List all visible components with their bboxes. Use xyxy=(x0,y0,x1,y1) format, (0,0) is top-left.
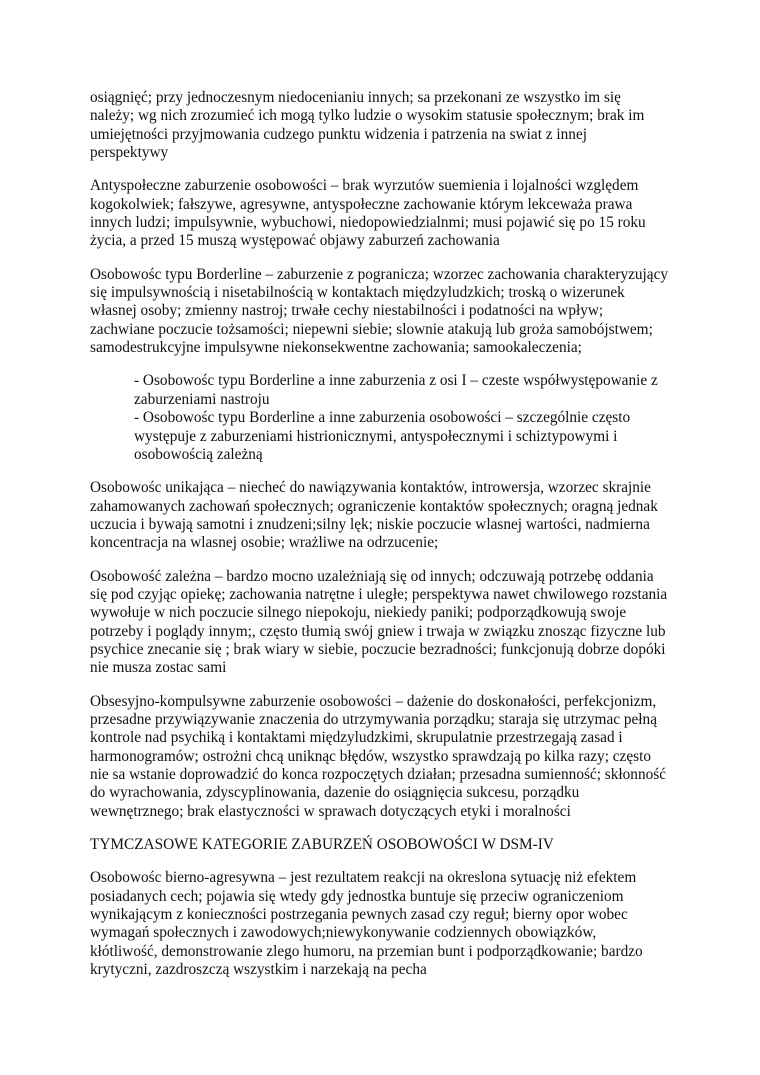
text-line: zaburzeniami nastroju xyxy=(134,390,270,408)
text-line: - Osobowośc typu Borderline a inne zaburzenia osobowości – szczególnie często xyxy=(134,409,631,427)
text-line: do wyrachowania, zdyscyplinowania, dazenie do osiągnięcia sukcesu, porządku xyxy=(90,784,580,802)
section-heading: TYMCZASOWE KATEGORIE ZABURZEŃ OSOBOWOŚCI W DSM-IV xyxy=(90,836,554,854)
text-line: kogokolwiek; fałszywe, agresywne, antyspołeczne zachowanie którym lekceważa prawa xyxy=(90,195,633,213)
paragraph-antisocial-personality xyxy=(90,177,760,250)
list-item xyxy=(134,372,760,409)
text-line: wywołuje w nich poczucie silnego niepokoju, niekiedy paniki; podporządkowują swoje xyxy=(90,604,627,622)
text-line: uczucia i bywają samotni i znudzeni;silny lęk; niskie poczucie wlasnej wartości, nadmierna xyxy=(90,515,650,533)
borderline-comorbidity-list xyxy=(134,372,760,464)
text-line: się pod czyjąc opiekę; zachowania natrętne i uległe; perspektywa nawet chwilowego rozstania xyxy=(90,585,668,603)
text-line: harmonogramów; ostrożni chcą uniknąc błędów, wszystko sprawdzają po kilka razy; często xyxy=(90,747,651,765)
text-line: wymagań społecznych i zawodowych;niewykonywanie codziennych obowiązków, xyxy=(90,924,597,942)
text-line: krytyczni, zazdroszczą wszystkim i narzekają na pecha xyxy=(90,961,427,979)
text-line: zahamowanych zachowań społecznych; ograniczenie kontaktów społecznych; oragną jednak xyxy=(90,497,658,515)
text-line: kontrole nad psychiką i kontaktami międzyludzkimi, skrupulatnie przestrzegają zasad i xyxy=(90,729,623,747)
text-line: Antyspołeczne zaburzenie osobowości – brak wyrzutów suemienia i lojalności względem xyxy=(90,177,639,195)
list-item xyxy=(134,409,760,464)
text-line: zachwiane poczucie tożsamości; niepewni siebie; slownie atakują lub groża samobójstwem; xyxy=(90,320,653,338)
text-line: samodestrukcyjne impulsywne niekonsekwentne zachowania; samookaleczenia; xyxy=(90,339,582,357)
text-line: Obsesyjno-kompulsywne zaburzenie osobowości – dażenie do doskonałości, perfekcjonizm, xyxy=(90,692,657,710)
text-line: posiadanych cech; pojawia się wtedy gdy jednostka buntuje się przeciw ograniczeniom xyxy=(90,887,624,905)
text-line: się impulsywnością i nisetabilnością w kontaktach międzyludzkich; troską o wizerunek xyxy=(90,284,625,302)
text-line: umiejętności przyjmowania cudzego punktu widzenia i patrzenia na swiat z innej xyxy=(90,125,587,143)
text-line: psychice znecanie się ; brak wiary w siebie, poczucie bezradności; funkcjonują dobrze dopóki xyxy=(90,640,666,658)
text-line: występuje z zaburzeniami histrionicznymi, antyspołecznymi i schiztypowymi i xyxy=(134,427,618,445)
paragraph-dependent-personality xyxy=(90,568,760,678)
text-line: perspektywy xyxy=(90,144,169,162)
text-line: Osobowośc bierno-agresywna – jest rezultatem reakcji na okreslona sytuację niż efektem xyxy=(90,869,637,887)
text-line: Osobowośc unikająca – niecheć do nawiązywania kontaktów, introwersja, wzorzec skrajnie xyxy=(90,479,651,497)
text-line: koncentracja na wlasnej osobie; wrażliwe na odrzucenie; xyxy=(90,534,439,552)
text-line: wynikającym z konieczności postrzegania pewnych zasad czy reguł; bierny opor wobec xyxy=(90,906,628,924)
paragraph-passive-aggressive-personality xyxy=(90,869,760,979)
text-line: osiągnięć; przy jednoczesnym niedocenianiu innych; sa przekonani ze wszystko im się xyxy=(90,89,621,106)
paragraph-borderline-personality xyxy=(90,266,760,358)
text-line: Osobowośc typu Borderline – zaburzenie z pogranicza; wzorzec zachowania charakteryzujący xyxy=(90,265,669,283)
text-line: kłótliwość, demonstrowanie zlego humoru, na przemian bunt i podporządkowanie; bardzo xyxy=(90,942,643,960)
text-line: potrzeby i poglądy innym;, często tłumią swój gniew i trwaja w związku znosząc fizyczne lub xyxy=(90,622,666,640)
text-line: nie musza zostac sami xyxy=(90,659,227,677)
text-line: wewnętrznego; brak elastyczności w sprawach dotyczących etyki i moralności xyxy=(90,802,571,820)
text-line: nie sa wstanie doprowadzić do konca rozpoczętych działan; przesadna sumienność; skłonność xyxy=(90,766,666,783)
text-line: przesadne przywiązywanie znaczenia do utrzymywania porządku; staraja się utrzymac pełną xyxy=(90,710,657,728)
paragraph-obsessive-compulsive-personality xyxy=(90,693,760,821)
text-line: innych ludzi; impulsywnie, wybuchowi, niedopowiedzialnmi; musi pojawić się po 15 roku xyxy=(90,214,646,232)
paragraph-avoidant-personality xyxy=(90,479,760,552)
text-line: własnej osoby; zmienny nastroj; trwałe cechy niestabilności i podatności na wpływ; xyxy=(90,302,604,320)
paragraph-continued-from-previous-page xyxy=(90,89,760,162)
text-line: należy; wg nich zrozumieć ich mogą tylko ludzie o wysokim statusie społecznym; brak im xyxy=(90,107,645,125)
text-line: życia, a przed 15 muszą występować objawy zaburzeń zachowania xyxy=(90,232,500,250)
text-line: - Osobowośc typu Borderline a inne zaburzenia z osi I – czeste współwystępowanie z xyxy=(134,372,658,390)
text-line: Osobowość zależna – bardzo mocno uzależniają się od innych; odczuwają potrzebę oddania xyxy=(90,567,654,585)
text-line: osobowością zależną xyxy=(134,445,263,463)
